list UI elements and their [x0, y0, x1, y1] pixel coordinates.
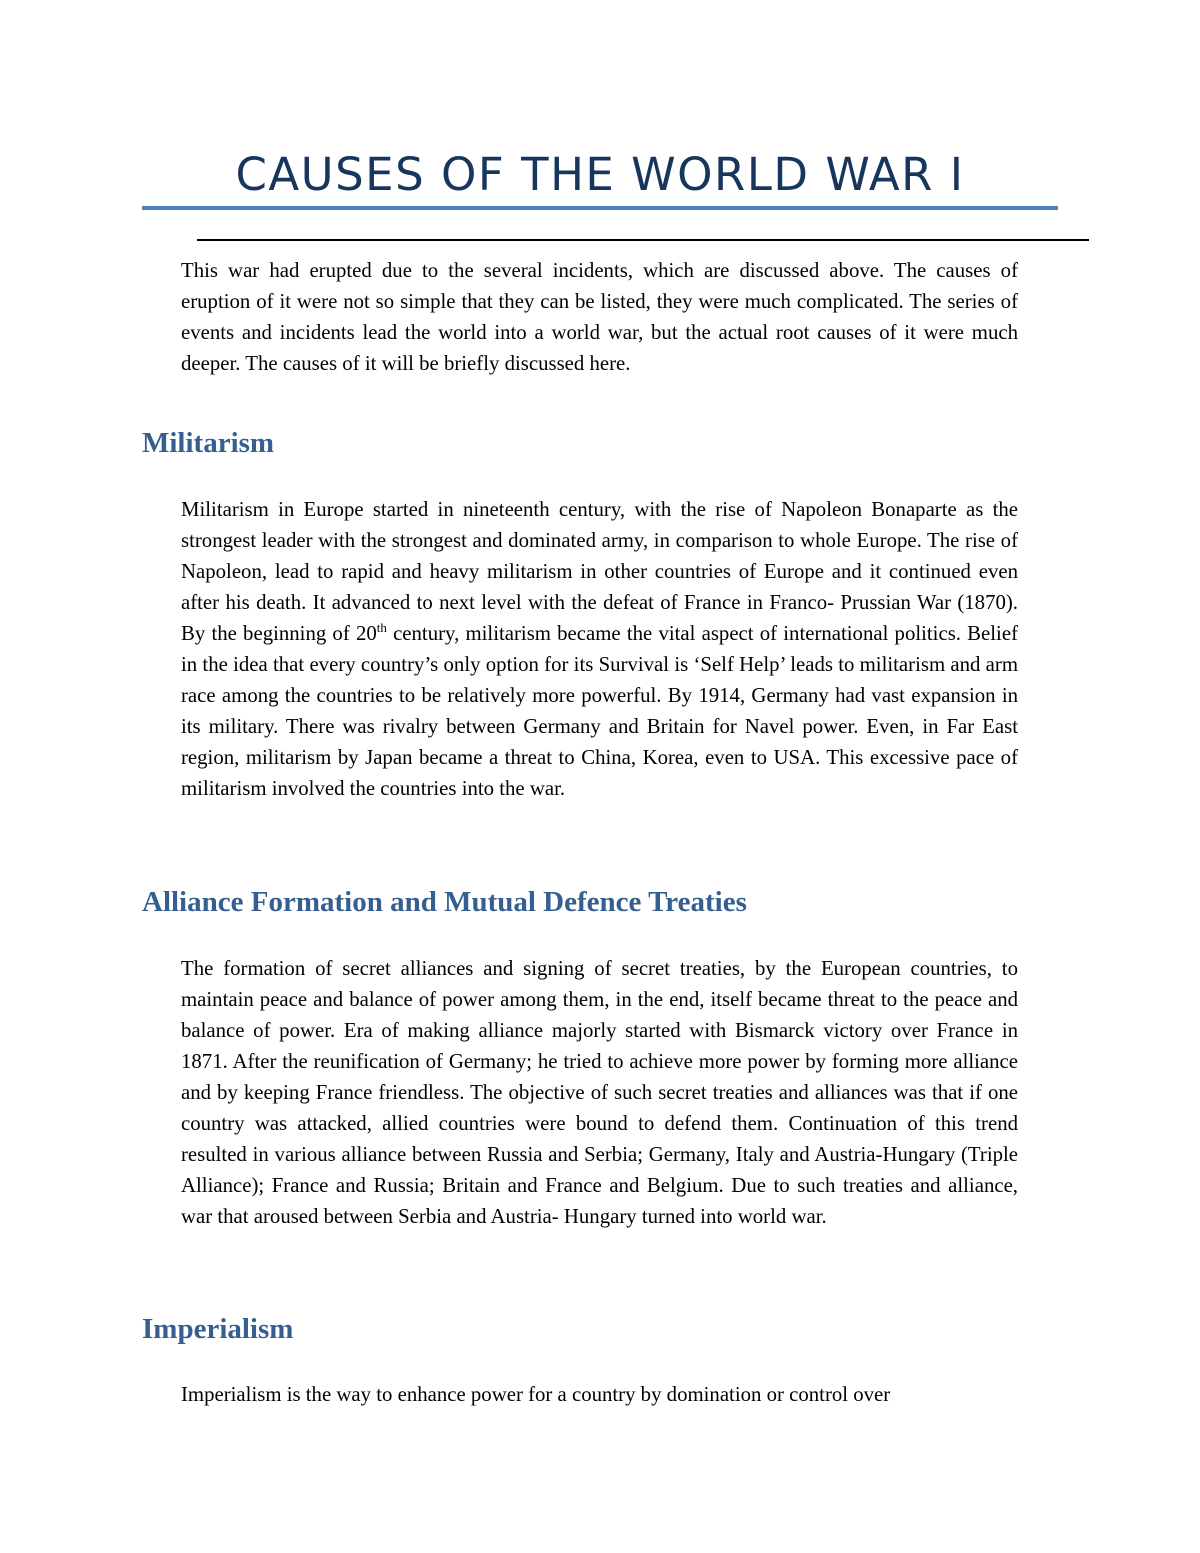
- title-underline-rule: [142, 206, 1058, 210]
- militarism-text-part1: Militarism in Europe started in nineteenth century, with the rise of Napoleon Bonaparte as the strongest leader with the strongest and dominated army, in comparison to whole Europe. The rise of Napoleon, lead to rapid and heavy militarism in other countries of Europe and it continued even after his death. It advanced to next level with the defeat of France in Franco- Prussian War (1870). By the beginning of 20: [181, 498, 1018, 645]
- section-heading-militarism: Militarism: [142, 427, 275, 459]
- section-heading-alliance: Alliance Formation and Mutual Defence Treaties: [142, 886, 747, 918]
- ordinal-superscript: th: [376, 620, 387, 636]
- horizontal-divider: [197, 239, 1089, 241]
- militarism-text-part2: century, militarism became the vital aspect of international politics. Belief in the idea that every country’s only option for its Survival is ‘Self Help’ leads to militarism and arm race among the countries to be relatively more powerful. By 1914, Germany had vast expansion in its military. There was rivalry between Germany and Britain for Navel power. Even, in Far East region, militarism by Japan became a threat to China, Korea, even to USA. This excessive pace of militarism involved the countries into the war.: [181, 622, 1018, 800]
- alliance-paragraph: The formation of secret alliances and signing of secret treaties, by the European countries, to maintain peace and balance of power among them, in the end, itself became threat to the peace and balance of power. Era of making alliance majorly started with Bismarck victory over France in 1871. After the reunification of Germany; he tried to achieve more power by forming more alliance and by keeping France friendless. The objective of such secret treaties and alliances was that if one country was attacked, allied countries were bound to defend them. Continuation of this trend resulted in various alliance between Russia and Serbia; Germany, Italy and Austria-Hungary (Triple Alliance); France and Russia; Britain and France and Belgium. Due to such treaties and alliance, war that aroused between Serbia and Austria- Hungary turned into world war.: [181, 957, 1018, 1228]
- section-heading-imperialism: Imperialism: [142, 1313, 294, 1345]
- document-title: CAUSES OF THE WORLD WAR I: [235, 148, 965, 201]
- imperialism-paragraph: Imperialism is the way to enhance power for a country by domination or control over: [181, 1383, 891, 1406]
- intro-paragraph: This war had erupted due to the several incidents, which are discussed above. The causes of eruption of it were not so simple that they can be listed, they were much complicated. The series of events and incidents lead the world into a world war, but the actual root causes of it were much deeper. The causes of it will be briefly discussed here.: [181, 259, 1018, 375]
- militarism-paragraph: [181, 494, 1018, 804]
